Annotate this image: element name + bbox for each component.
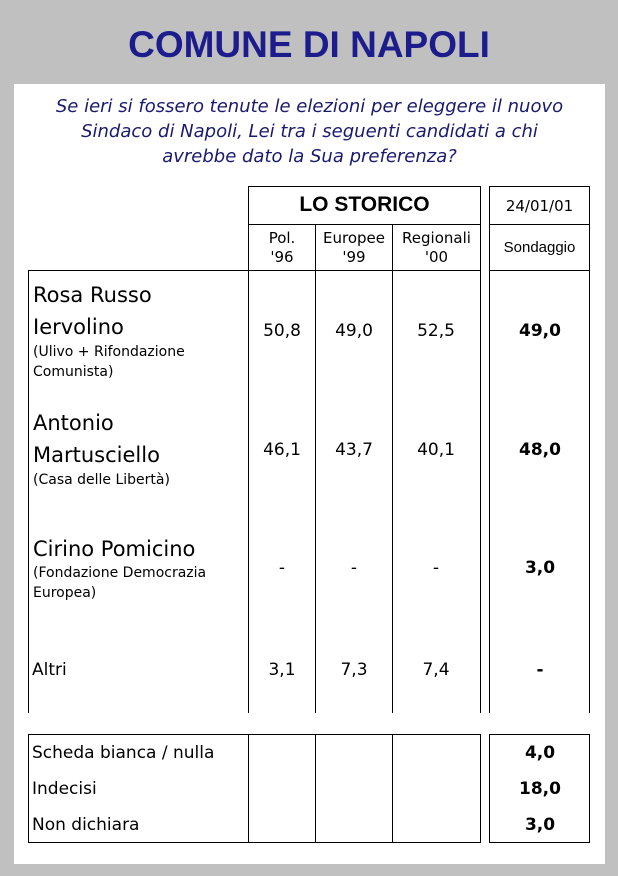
survey-date: 24/01/01: [505, 197, 574, 215]
storico-header-divider: [248, 224, 481, 225]
sondaggio-value: -: [536, 660, 544, 680]
row-label-scheda-bianca: Scheda bianca / nulla: [32, 743, 215, 763]
candidate-party: (Casa delle Libertà): [33, 472, 170, 488]
value-cell: 52,5: [417, 321, 455, 341]
value-cell: -: [350, 558, 358, 578]
col-divider-5: [489, 186, 490, 713]
value-cell: -: [432, 558, 440, 578]
bottom-col-divider-1: [248, 734, 249, 843]
bottom-left-border: [28, 734, 29, 843]
sondaggio-value: 4,0: [524, 743, 556, 763]
col-divider-2: [315, 224, 316, 713]
candidate-party: Comunista): [33, 364, 114, 380]
page-title: COMUNE DI NAPOLI: [128, 24, 490, 65]
value-cell: -: [278, 558, 286, 578]
value-cell: 3,1: [268, 660, 296, 680]
sondaggio-value: 49,0: [519, 321, 561, 341]
candidate-party: Europea): [33, 585, 97, 601]
col-header-regionali00: Regionali '00: [402, 229, 471, 266]
bottom-col-divider-4: [480, 734, 481, 843]
candidate-name: Antonio: [33, 411, 114, 435]
main-left-border: [28, 270, 29, 713]
main-right-border: [589, 186, 590, 713]
candidate-name: Iervolino: [33, 315, 124, 339]
col-header-pol96: Pol. '96: [268, 229, 296, 266]
row-label-altri: Altri: [32, 660, 67, 680]
sondaggio-value: 18,0: [519, 779, 561, 799]
date-top-border: [489, 186, 590, 187]
bottom-col-divider-5: [489, 734, 490, 843]
value-cell: 40,1: [417, 440, 455, 460]
col-divider-3: [392, 224, 393, 713]
sondaggio-value: 48,0: [519, 440, 561, 460]
sondaggio-value: 3,0: [524, 815, 556, 835]
survey-question: [14, 94, 605, 169]
date-header-divider: [489, 224, 590, 225]
candidate-party: (Ulivo + Rifondazione: [33, 344, 185, 360]
bottom-col-divider-3: [392, 734, 393, 843]
value-cell: 43,7: [335, 440, 373, 460]
question-line-2: Sindaco di Napoli, Lei tra i seguenti candidati a chi: [81, 121, 538, 142]
bottom-right-border: [589, 734, 590, 843]
sondaggio-value: 3,0: [524, 558, 556, 578]
candidate-name: Martusciello: [33, 443, 160, 467]
value-cell: 7,3: [340, 660, 368, 680]
storico-top-border: [248, 186, 481, 187]
value-cell: 49,0: [335, 321, 373, 341]
col-divider-4: [480, 186, 481, 713]
question-line-3: avrebbe dato la Sua preferenza?: [162, 146, 457, 167]
row-label-non-dichiara: Non dichiara: [32, 815, 140, 835]
col-header-sondaggio: Sondaggio: [503, 239, 576, 256]
bottom-sondaggio-top-border: [489, 734, 590, 735]
bottom-table-top-border: [28, 734, 481, 735]
candidate-party: (Fondazione Democrazia: [33, 565, 207, 581]
bottom-table-bottom-border: [28, 842, 481, 843]
bottom-sondaggio-bottom-border: [489, 842, 590, 843]
row-label-indecisi: Indecisi: [32, 779, 97, 799]
value-cell: 50,8: [263, 321, 301, 341]
storico-header: LO STORICO: [299, 193, 430, 216]
question-line-1: Se ieri si fossero tenute le elezioni per eleggere il nuovo: [55, 96, 564, 117]
value-cell: 46,1: [263, 440, 301, 460]
sondaggio-header-bottom-border: [489, 270, 590, 271]
value-cell: 7,4: [422, 660, 450, 680]
bottom-col-divider-2: [315, 734, 316, 843]
candidate-name: Cirino Pomicino: [33, 537, 196, 561]
candidate-name: Rosa Russo: [33, 283, 152, 307]
col-header-europee99: Europee '99: [323, 229, 385, 266]
main-header-bottom-border: [28, 270, 481, 271]
